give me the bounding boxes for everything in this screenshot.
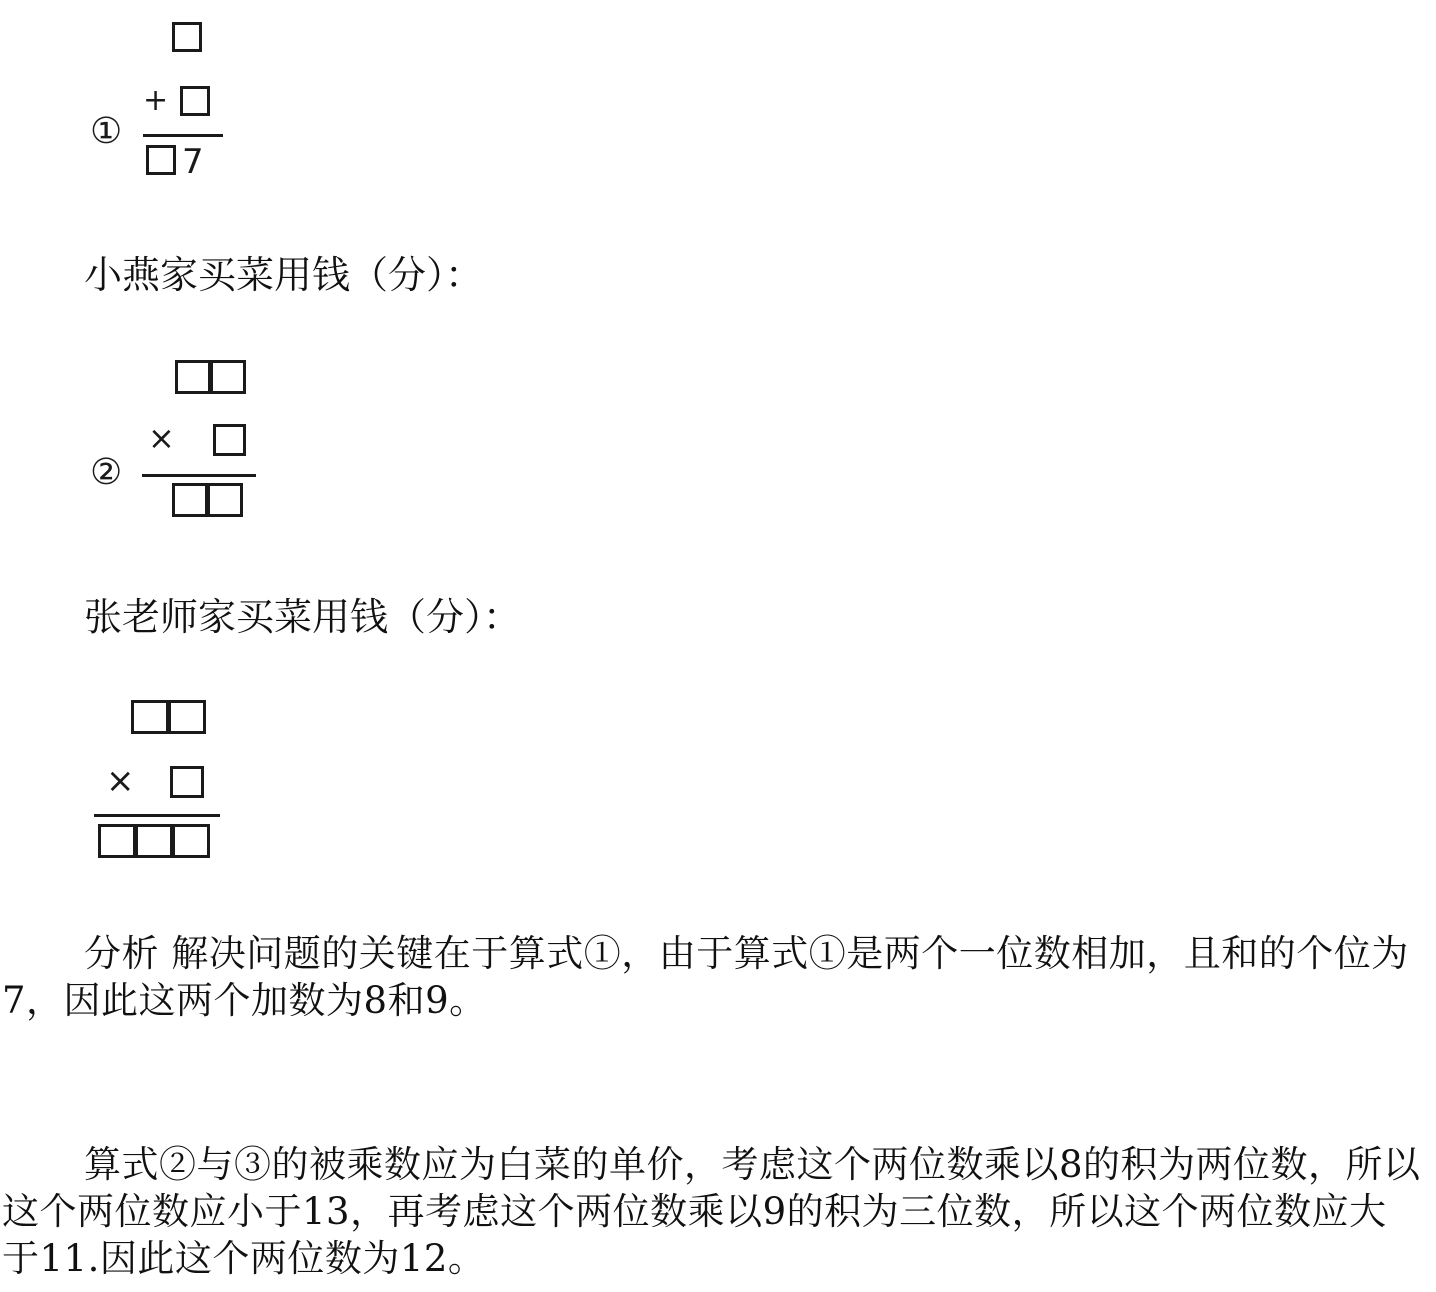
times-sign: × — [148, 419, 175, 457]
analysis-text-2: 算式②与③的被乘数应为白菜的单价，考虑这个两位数乘以8的积为两位数，所以这个两位数应小于13，再考虑这个两位数乘以9的积为三位数，所以这个两位数应大于11.因此这个两位数为12。 — [2, 1143, 1421, 1280]
empty-digit-box — [207, 483, 243, 517]
empty-digit-box — [146, 145, 176, 175]
product-line — [94, 814, 220, 817]
empty-digit-box — [170, 766, 204, 798]
heading-zhang: 张老师家买菜用钱（分）： — [84, 595, 522, 639]
empty-digit-box — [213, 424, 246, 456]
empty-digit-box — [135, 824, 173, 858]
empty-digit-box — [172, 483, 208, 517]
analysis-paragraph-2 — [2, 1141, 1422, 1282]
empty-digit-box — [175, 360, 211, 394]
empty-digit-box — [172, 824, 210, 858]
analysis-paragraph-1 — [2, 930, 1422, 1024]
heading-xiaoyan: 小燕家买菜用钱（分）： — [84, 253, 484, 297]
product-line — [142, 474, 256, 477]
empty-digit-box — [168, 700, 206, 734]
equation-marker-2: ② — [90, 452, 123, 493]
empty-digit-box — [131, 700, 169, 734]
analysis-text-1: 分析 解决问题的关键在于算式①，由于算式①是两个一位数相加，且和的个位为7，因此这两个加数为8和9。 — [2, 932, 1409, 1022]
empty-digit-box — [98, 824, 136, 858]
sum-line — [143, 134, 223, 137]
empty-digit-box — [172, 22, 202, 52]
empty-digit-box — [180, 86, 210, 116]
equation-marker-1: ① — [90, 111, 123, 152]
known-digit: 7 — [182, 142, 204, 182]
empty-digit-box — [210, 360, 246, 394]
times-sign: × — [106, 761, 135, 801]
plus-sign: + — [143, 83, 169, 118]
